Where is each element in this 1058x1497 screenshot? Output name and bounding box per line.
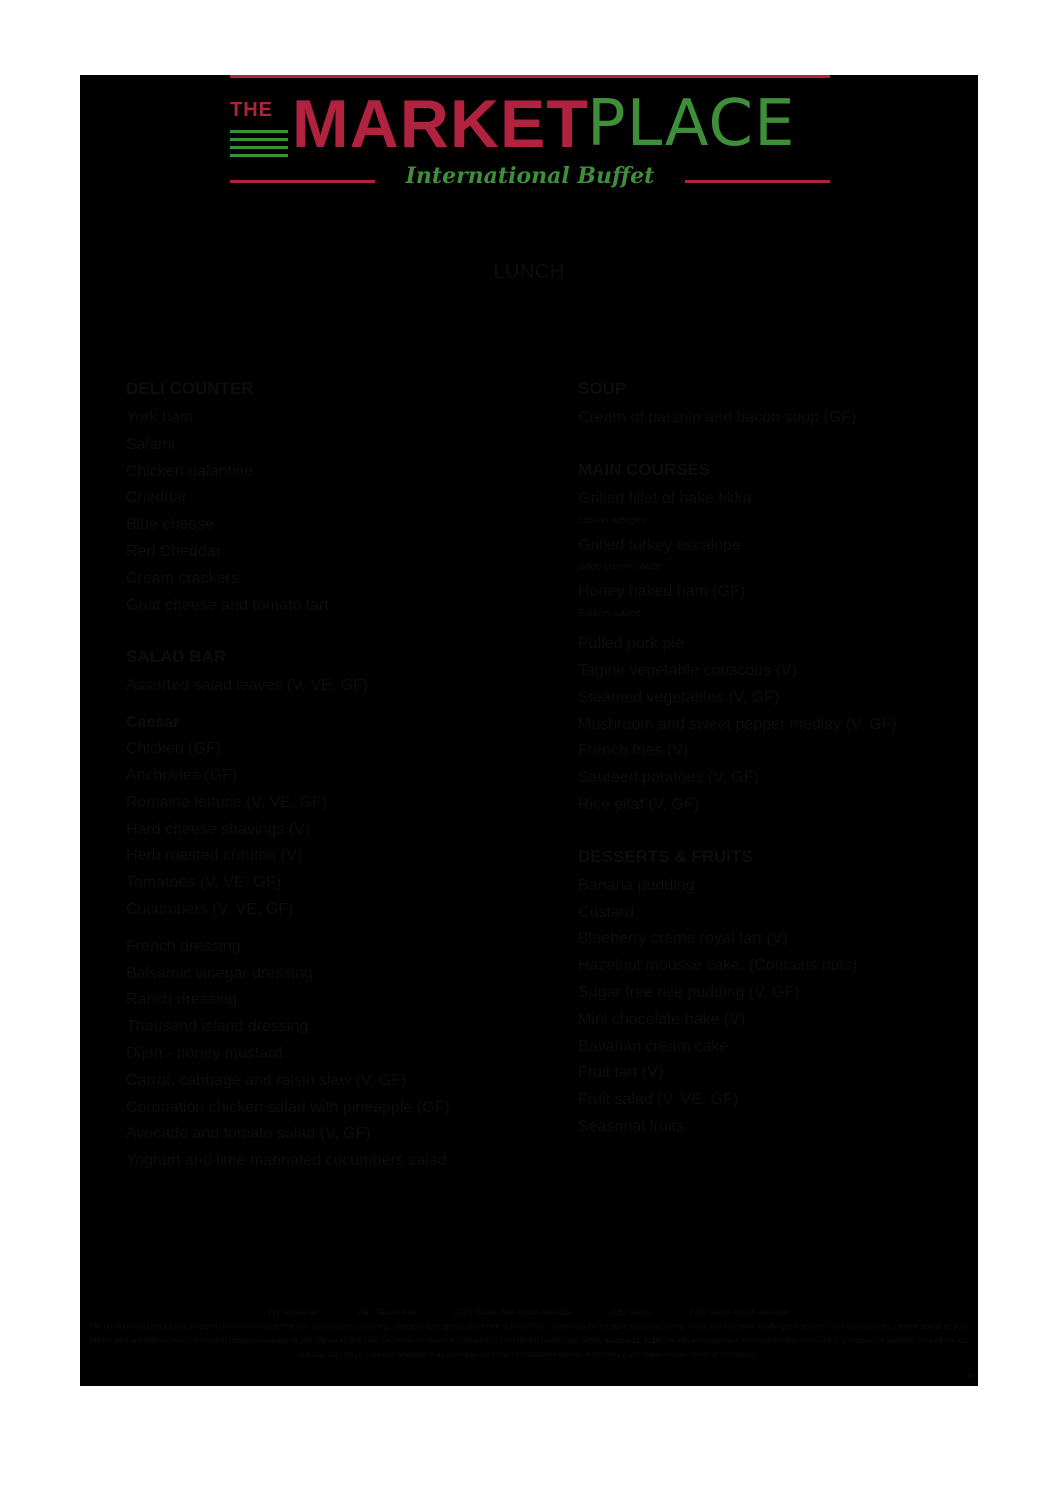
menu-item: Steamed vegetables (V, GF): [578, 688, 780, 706]
logo-place-text: PLACE: [587, 87, 796, 161]
caesar-list: [126, 737, 546, 925]
legend-entry: (V) Vegetarian: [268, 1308, 320, 1317]
section-heading-soup: SOUP: [578, 379, 627, 398]
dish-note: Parsley sauce: [578, 608, 641, 620]
menu-item: Cucumbers (V, VE, GF): [126, 900, 294, 918]
menu-item: Assorted salad leaves (V, VE, GF): [126, 677, 369, 695]
logo-top-rule: [230, 75, 830, 78]
menu-item: Dijon - honey mustard: [126, 1044, 283, 1062]
dietary-legend: [80, 1307, 978, 1318]
dish-note: Sage cream sauce: [578, 561, 662, 573]
menu-item: French dressing: [126, 937, 241, 955]
meal-title: LUNCH: [493, 261, 565, 283]
logo-bottom-rule-left: [230, 180, 375, 183]
menu-item: Custard: [578, 903, 635, 921]
menu-item: Yoghurt and lime marinated cucumbers salad: [126, 1152, 447, 1170]
menu-item: Balsamic vinegar dressing: [126, 964, 313, 982]
menu-item: Blue cheese: [126, 516, 215, 534]
dish-note: Lemon wedges: [578, 514, 646, 526]
menu-item: Cream of parsnip and bacon soup (GF): [578, 409, 857, 426]
menu-item: Ranch dressing: [126, 991, 238, 1009]
menu-item: Rice pilaf (V, GF): [578, 795, 700, 813]
legend-entry: (GF) Gluten-free: [357, 1308, 417, 1317]
section-heading-desserts: DESSERTS & FRUITS: [578, 846, 753, 866]
menu-item: French fries (V): [578, 742, 689, 760]
menu-item: Thousand island dressing: [126, 1018, 309, 1036]
menu-item: Cheddar: [126, 489, 188, 507]
menu-item: Goat cheese and tomato tart: [126, 596, 329, 614]
logo-market-text: MARKET: [292, 86, 589, 162]
menu-item: Grilled fillet of hake tikka: [578, 489, 752, 507]
main-courses-list: [578, 632, 958, 820]
menu-item: Red Cheddar: [126, 542, 222, 560]
legend-entry: (GO) Gluten-free option available: [454, 1308, 573, 1317]
menu-item: Hard cheese shavings (V): [126, 820, 311, 838]
menu-item: Hazelnut mousse cake, (Contains nuts): [578, 957, 858, 975]
menu-item: York ham: [126, 409, 193, 426]
menu-item: Chicken (GF): [126, 740, 222, 758]
menu-item: Mini chocolate bake (V): [578, 1010, 746, 1028]
menu-item: Banana pudding: [578, 876, 695, 894]
section-heading-salad-bar: SALAD BAR: [126, 647, 227, 667]
menu-item: Cream crackers: [126, 569, 239, 587]
legend-entry: (VE) Vegan: [610, 1308, 652, 1317]
logo-tagline: International Buffet: [405, 163, 655, 189]
menu-item: Salami: [126, 435, 175, 453]
menu-item: Carrot, cabbage and raisin slaw (V, GF): [126, 1071, 407, 1089]
menu-item: Honey baked ham (GF): [578, 583, 746, 601]
menu-item: Seasonal fruits: [578, 1117, 684, 1135]
menu-item: Fruit tart (V): [578, 1064, 664, 1082]
menu-column-left: [126, 377, 546, 1176]
logo-bottom-rule-right: [685, 180, 830, 183]
section-heading-deli: DELI COUNTER: [126, 379, 254, 398]
allergen-disclaimer: *All our food and drinks are prepared in environments that use ingredients containing allergens and gluten and there is a risk that traces may be found in prepared items. If you are sensitive to allergens and/ or have intolerances, please speak to your Waiter who will advise you of the menu options available to you. While all the food we serve on board is prepared to the highest health and safety standards, public health services have determined that consuming uncooked or partially cooked meats, poultry, fish, eggs, milk and shellfish may increase your risk of foodborne illness, especially if you have certain medical conditions.: [88, 1322, 970, 1359]
menu-item: Tagine vegetable couscous (V): [578, 661, 797, 679]
menu-item: Grilled turkey escalope: [578, 536, 741, 554]
section-heading-main-courses: MAIN COURSES: [578, 459, 711, 479]
menu-item: Tomatoes (V, VE, GF): [126, 874, 282, 892]
menu-item: Pulled pork pie: [578, 635, 684, 653]
logo-the-text: THE: [230, 99, 273, 121]
menu-item: Romaine lettuce (V, VE, GF): [126, 793, 328, 811]
menu-item: Sugar free rice pudding (V, GF): [578, 983, 800, 1001]
salad-extras-list: [126, 935, 546, 1176]
logo-stripes: [230, 130, 288, 162]
desserts-list: [578, 874, 958, 1142]
menu-item: Blueberry crème royal tart (V): [578, 930, 788, 948]
menu-item: Avocado and tomato salad (V, GF): [126, 1125, 371, 1143]
menu-item: Chicken galantine: [126, 462, 254, 480]
menu-item: Herb roasted crouton (V): [126, 847, 303, 865]
page-number: 06: [965, 1372, 974, 1381]
menu-item: Coronation chicken salad with pineapple (GF): [126, 1098, 450, 1116]
menu-column-right: [578, 377, 958, 1142]
menu-item: Fruit salad (V, VE, GF): [578, 1091, 739, 1109]
menu-item: Mushroom and sweet pepper medley (V, GF): [578, 715, 897, 733]
subheading-caesar: Caesar: [126, 714, 180, 732]
menu-item: Anchovies (GF): [126, 766, 238, 784]
deli-list: [126, 406, 546, 620]
menu-page: [80, 75, 978, 1386]
legend-entry: (VO) Vegan option available: [689, 1308, 790, 1317]
menu-item: Sautéed potatoes (V, GF): [578, 769, 759, 787]
marketplace-logo: [230, 75, 830, 200]
menu-item: Bavarian cream cake: [578, 1037, 729, 1055]
